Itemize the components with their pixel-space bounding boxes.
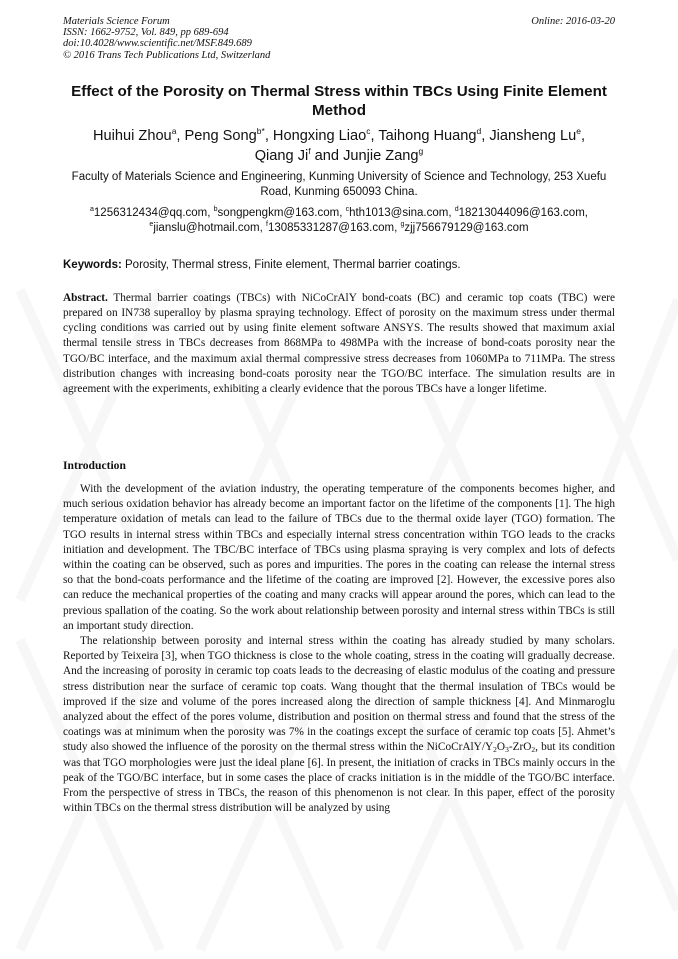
issn-line: ISSN: 1662-9752, Vol. 849, pp 689-694 <box>63 27 229 39</box>
section-heading-introduction: Introduction <box>63 459 126 472</box>
author: Taihong Huang$^d$, <box>378 126 490 144</box>
author-emails <box>50 206 628 235</box>
online-date: Online: 2016-03-20 <box>531 16 615 27</box>
abstract <box>63 291 615 397</box>
email: $^g$zjj756679129@163.com <box>400 220 529 234</box>
journal-header <box>63 16 270 61</box>
author: Huihui Zhou$^a$, <box>92 126 185 144</box>
email: $^e$jianslu@hotmail.com, <box>149 220 266 234</box>
email: $^c$hth1013@sina.com, <box>345 206 455 219</box>
author: Qiang Ji$^f$ and <box>254 146 344 164</box>
email: $^d$18213044096@163.com, <box>454 206 588 219</box>
keywords-text: Porosity, Thermal stress, Finite element, Thermal barrier coatings. <box>125 259 461 271</box>
paper-title: Effect of the Porosity on Thermal Stress within TBCs Using Finite Element Method <box>71 83 607 119</box>
keywords <box>63 258 615 272</box>
paragraph: The relationship between porosity and internal stress within the coating has already studied by many scholars. Reported by Teixeira [3], when TGO thickness is close to the whole coating, stress in the coating will gradually decrease. And the increasing of porosity in ceramic top coats leads to the decreasing of elastic modulus of the coating and pressure stress distribution near the surface of ceramic top coats. Wang thought that the thermal insulation of TBCs would be improved if the size and volume of the pores increased along the direction of sample thickness [4]. And Minmaroglu analyzed about the effect of the pores volume, distribution and position on thermal stress and found that the stress of the coatings was at minimum when the porosity was 7% in the coatings except the surface of ceramic top coats [5]. Ahmet’s study also showed the influence of the porosity on the thermal stress within the NiCoCrAlY/$Y_2O_3-ZrO_2$, but its condition was that TGO morphologies were just the ideal plane [6]. In present, the initiation of cracks in TBCs mainly occurs in the peak of the TGO/BC interface, but in some cases the place of cracks initiation is in the middle of the TGO/BC interface. From the perspective of stress in TBCs, the reason of this phenomenon is not clear. In this paper, effect of the porosity within TBCs on the thermal stress distribution will be analyzed by using <box>63 635 615 815</box>
email: $^b$songpengkm@163.com, <box>213 206 346 219</box>
keywords-label: Keywords: <box>63 259 122 271</box>
author: Hongxing Liao$^c$, <box>272 126 379 144</box>
abstract-text: Thermal barrier coatings (TBCs) with NiCoCrAlY bond-coats (BC) and ceramic top coats (TBC) were prepared on IN738 superalloy by plasma spraying technology. Effect of porosity on the maximum stress under thermal cycling conditions was carried out by using finite element software ANSYS. The results showed that maximum axial thermal tensile stress in TBCs decreases from 868MPa to 498MPa with the increase of bond-coats porosity near the TGO/BC interface, and the maximum axial thermal compressive stress decreases from 1060MPa to 711MPa. The stress distribution changes with increasing bond-coats porosity near the TGO/BC interface. The simulation results are in agreement with the experiments, exhibiting a clearly evidence that the porous TBCs have a longer lifetime. <box>63 292 616 395</box>
email: $^f$13085331287@163.com, <box>265 220 401 234</box>
email: $^a$1256312434@qq.com, <box>90 206 214 219</box>
author: Peng Song$^{b*}$, <box>184 126 273 144</box>
journal-name: Materials Science Forum <box>63 16 170 27</box>
introduction-body <box>63 482 615 816</box>
affiliation: Faculty of Materials Science and Engineering, Kunming University of Science and Technology, 253 Xuefu Road, Kunming 650093 China. <box>71 171 607 198</box>
author: Junjie Zang$^g$ <box>343 146 424 164</box>
abstract-label: Abstract. <box>63 292 108 304</box>
author-list <box>40 126 638 166</box>
paragraph: With the development of the aviation industry, the operating temperature of the components becomes higher, and much serious oxidation behavior has already become an important factor on the lifetime of the components [1]. The high temperature oxidation of metals can lead to the failure of TBCs due to the thermal oxide layer (TGO) formation. The TGO results in internal stress within TBCs and especially internal stress concentration within TGO leads to the cracks initiation and development. The TBC/BC interface of TBCs using plasma spraying is very complex and lots of defects within the coating can be observed, such as pores and impurities. The pores in the coating can release the internal stress so that the bond-coats performance and the lifetime of the coating are improved [2]. However, the excessive pores also can reduce the mechanical properties of the coating and many cracks will appear around the pores, which can lead to the previous spallation of the coating. So the work about relationship between porosity and internal stress within TBCs is still an important study direction. <box>63 483 615 632</box>
copyright-line: © 2016 Trans Tech Publications Ltd, Switzerland <box>63 49 271 61</box>
author: Jiansheng Lu$^e$, <box>489 126 585 144</box>
doi-line: doi:10.4028/www.scientific.net/MSF.849.689 <box>63 38 252 50</box>
